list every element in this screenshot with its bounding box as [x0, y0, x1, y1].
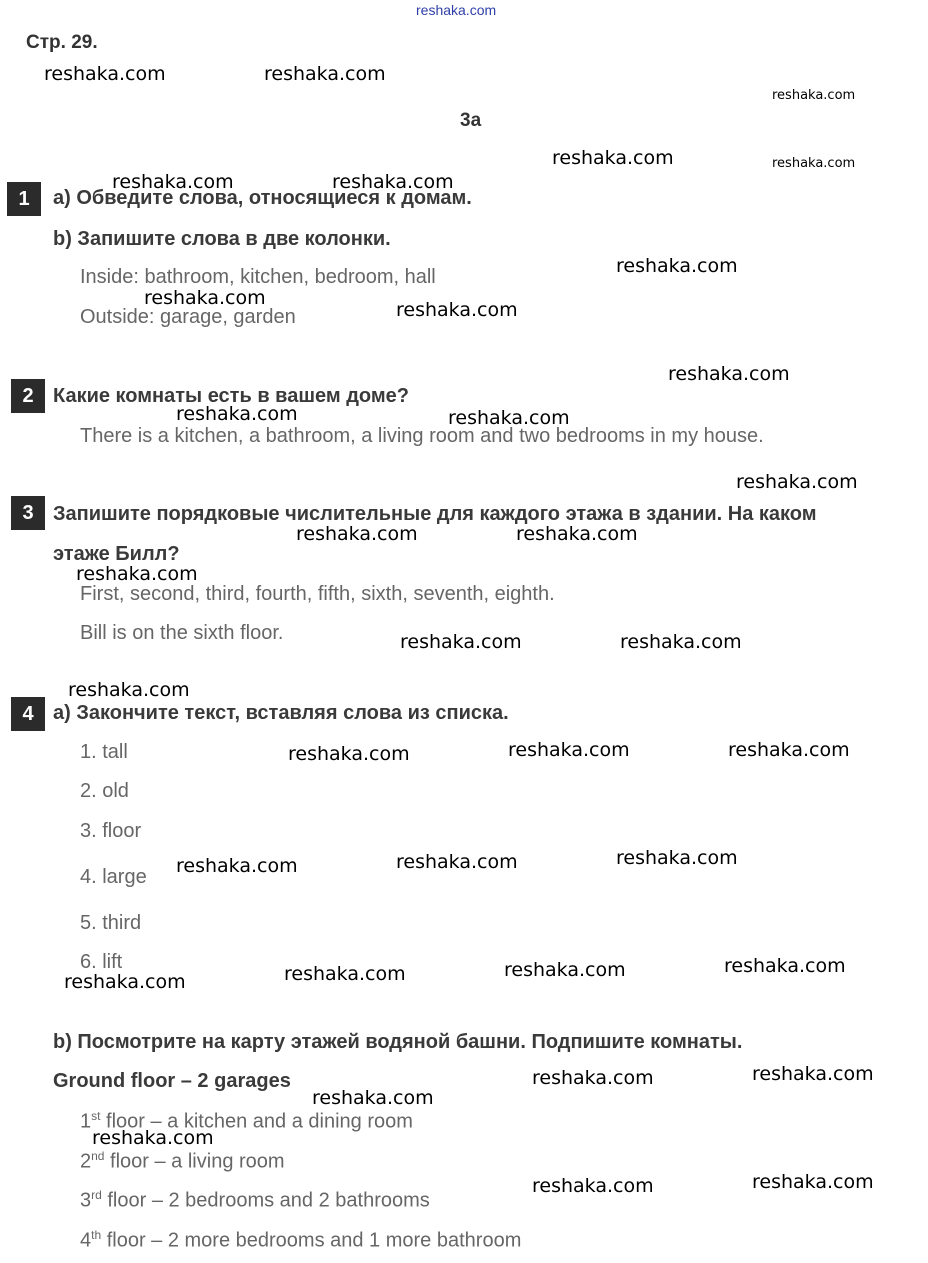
watermark: reshaka.com [64, 971, 186, 993]
watermark: reshaka.com [616, 255, 738, 277]
watermark: reshaka.com [620, 631, 742, 653]
watermark: reshaka.com [752, 1063, 874, 1085]
exercise-3-question-line2: этаже Билл? [53, 543, 180, 565]
watermark: reshaka.com [264, 63, 386, 85]
watermark: reshaka.com [448, 407, 570, 429]
watermark: reshaka.com [144, 287, 266, 309]
watermark: reshaka.com [68, 679, 190, 701]
watermark: reshaka.com [516, 523, 638, 545]
exercise-4-number: 4 [11, 697, 45, 731]
exercise-1b-question: b) Запишите слова в две колонки. [53, 228, 391, 250]
watermark: reshaka.com [332, 171, 454, 193]
watermark: reshaka.com [736, 471, 858, 493]
watermark: reshaka.com [92, 1127, 214, 1149]
list-item: 3. floor [80, 820, 142, 842]
watermark: reshaka.com [296, 523, 418, 545]
watermark: reshaka.com [396, 299, 518, 321]
watermark: reshaka.com [552, 147, 674, 169]
exercise-2-answer: There is a kitchen, a bathroom, a living room and two bedrooms in my house. [80, 425, 764, 447]
exercise-1-number: 1 [7, 182, 41, 216]
floor-answer-2: 2nd floor – a living room [80, 1149, 285, 1173]
exercise-2-question: Какие комнаты есть в вашем доме? [53, 385, 409, 407]
watermark: reshaka.com [176, 855, 298, 877]
exercise-3-answer-bill: Bill is on the sixth floor. [80, 622, 284, 644]
top-watermark: reshaka.com [416, 2, 497, 18]
exercise-3-question-line1: Запишите порядковые числительные для каждого этажа в здании. На каком [53, 503, 817, 525]
exercise-1-answer-inside: Inside: bathroom, kitchen, bedroom, hall [80, 266, 436, 288]
floor-answer-3: 3rd floor – 2 bedrooms and 2 bathrooms [80, 1188, 430, 1212]
watermark: reshaka.com [772, 156, 856, 171]
watermark: reshaka.com [728, 739, 850, 761]
watermark: reshaka.com [284, 963, 406, 985]
floor-answer-1: 1st floor – a kitchen and a dining room [80, 1109, 413, 1133]
exercise-4a-question: a) Закончите текст, вставляя слова из списка. [53, 702, 509, 724]
watermark: reshaka.com [724, 955, 846, 977]
watermark: reshaka.com [772, 88, 856, 103]
watermark: reshaka.com [532, 1175, 654, 1197]
list-item: 2. old [80, 780, 129, 802]
exercise-3-answer-ordinals: First, second, third, fourth, fifth, sixth, seventh, eighth. [80, 583, 555, 605]
watermark: reshaka.com [752, 1171, 874, 1193]
watermark: reshaka.com [396, 851, 518, 873]
watermark: reshaka.com [176, 403, 298, 425]
floor-answer-4: 4th floor – 2 more bedrooms and 1 more bathroom [80, 1228, 522, 1252]
watermark: reshaka.com [504, 959, 626, 981]
watermark: reshaka.com [508, 739, 630, 761]
watermark: reshaka.com [616, 847, 738, 869]
unit-label: 3a [460, 110, 482, 131]
watermark: reshaka.com [668, 363, 790, 385]
exercise-1-answer-outside: Outside: garage, garden [80, 306, 296, 328]
list-item: 6. lift [80, 951, 123, 973]
watermark: reshaka.com [400, 631, 522, 653]
list-item: 1. tall [80, 741, 128, 763]
list-item: 5. third [80, 912, 142, 934]
watermark: reshaka.com [112, 171, 234, 193]
page-reference: Стр. 29. [26, 32, 98, 53]
exercise-4b-question: b) Посмотрите на карту этажей водяной башни. Подпишите комнаты. [53, 1031, 743, 1053]
exercise-2-number: 2 [11, 379, 45, 413]
exercise-3-number: 3 [11, 496, 45, 530]
watermark: reshaka.com [76, 563, 198, 585]
watermark: reshaka.com [312, 1087, 434, 1109]
watermark: reshaka.com [288, 743, 410, 765]
watermark: reshaka.com [44, 63, 166, 85]
watermark: reshaka.com [532, 1067, 654, 1089]
exercise-1a-question: a) Обведите слова, относящиеся к домам. [53, 187, 472, 209]
ground-floor-answer: Ground floor – 2 garages [53, 1070, 291, 1092]
list-item: 4. large [80, 866, 147, 888]
